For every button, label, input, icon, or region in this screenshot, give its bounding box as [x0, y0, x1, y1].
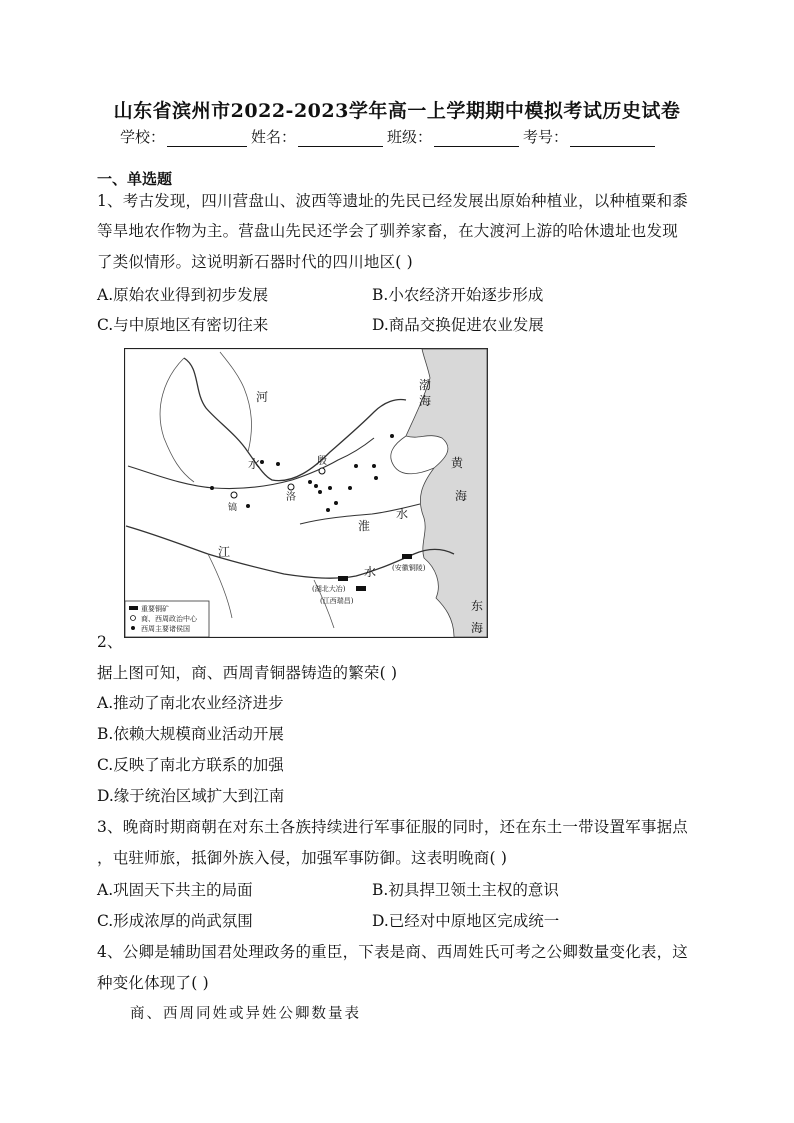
q4-line-2: 种变化体现了( ): [97, 974, 209, 992]
state-dot: [260, 460, 264, 464]
q2-option-c[interactable]: C.反映了南北方联系的加强: [97, 756, 284, 774]
class-label: 班级：: [387, 128, 433, 146]
map-label-bohai-2: 海: [419, 394, 432, 408]
map-label-yin: 殷: [317, 456, 327, 467]
map-label-donghai-1: 东: [471, 599, 484, 613]
map-label-jiangxi-ruichang: (江西瑞昌): [320, 597, 354, 605]
map-label-huai: 淮: [358, 519, 371, 533]
q2-number: 2、: [97, 633, 123, 651]
map-label-hao: 镐: [228, 503, 238, 513]
map-label-luo: 洛: [286, 492, 296, 503]
map-label-shui-1: 水: [248, 457, 261, 471]
state-dot: [390, 434, 394, 438]
state-dot: [210, 486, 214, 490]
bronze-map-figure: [124, 348, 488, 638]
q1-line-1: 1、考古发现，四川营盘山、波西等遗址的先民已经发展出原始种植业，以种植粟和黍: [97, 192, 688, 210]
class-blank[interactable]: [434, 130, 519, 147]
center-marker-luo: [288, 484, 294, 490]
map-label-hubei-daye: (湖北大冶): [312, 585, 346, 593]
mine-marker-jiangxi: [356, 586, 366, 591]
state-dot: [372, 464, 376, 468]
q3-option-a[interactable]: A.巩固天下共主的局面: [97, 881, 253, 899]
legend-state-label: 西周主要诸侯国: [141, 625, 190, 633]
state-dot: [334, 501, 338, 505]
q1-line-3: 了类似情形。这说明新石器时代的四川地区( ): [97, 253, 413, 271]
q3-option-d[interactable]: D.已经对中原地区完成统一: [372, 912, 560, 930]
map-label-bohai-1: 渤: [419, 378, 432, 392]
school-label: 学校：: [120, 128, 166, 146]
mine-marker-hubei: [338, 576, 348, 581]
q1-option-b[interactable]: B.小农经济开始逐步形成: [372, 286, 544, 304]
q2-option-d[interactable]: D.缘于统治区域扩大到江南: [97, 787, 285, 805]
q3-line-1: 3、晚商时期商朝在对东土各族持续进行军事征服的同时，还在东土一带设置军事据点: [97, 818, 688, 836]
state-dot: [328, 486, 332, 490]
map-label-donghai-2: 海: [471, 621, 484, 635]
q2-stem: 据上图可知，商、西周青铜器铸造的繁荣( ): [97, 664, 398, 682]
name-blank[interactable]: [298, 130, 383, 147]
state-dot: [276, 462, 280, 466]
state-dot: [326, 508, 330, 512]
map-label-he: 河: [256, 390, 269, 404]
center-marker-yin: [319, 468, 325, 474]
map-label-anhui-tongling: (安徽铜陵): [392, 564, 426, 572]
q4-line-1: 4、公卿是辅助国君处理政务的重臣，下表是商、西周姓氏可考之公卿数量变化表，这: [97, 943, 688, 961]
q3-option-b[interactable]: B.初具捍卫领土主权的意识: [372, 881, 559, 899]
q4-table-title: 商、西周同姓或异姓公卿数量表: [130, 1006, 361, 1022]
number-label: 考号：: [523, 128, 569, 146]
q2-option-b[interactable]: B.依赖大规模商业活动开展: [97, 725, 284, 743]
q1-option-d[interactable]: D.商品交换促进农业发展: [372, 316, 544, 334]
student-info-row: [120, 126, 659, 147]
legend-mine-label: 重要铜矿: [141, 605, 169, 613]
q1-option-a[interactable]: A.原始农业得到初步发展: [97, 286, 269, 304]
map-legend: [125, 601, 209, 637]
number-blank[interactable]: [570, 130, 655, 147]
q3-option-c[interactable]: C.形成浓厚的尚武氛围: [97, 912, 253, 930]
state-dot: [318, 490, 322, 494]
section-heading: 一、单选题: [97, 170, 173, 188]
state-dot: [374, 476, 378, 480]
state-dot: [246, 504, 250, 508]
center-marker-hao: [231, 492, 237, 498]
name-label: 姓名：: [251, 128, 297, 146]
map-label-huanghai-1: 黄: [451, 456, 464, 470]
q3-line-2: ，屯驻师旅，抵御外族入侵，加强军事防御。这表明晚商( ): [97, 849, 508, 867]
q2-option-a[interactable]: A.推动了南北农业经济进步: [97, 694, 284, 712]
q1-option-c[interactable]: C.与中原地区有密切往来: [97, 316, 269, 334]
map-label-huanghai-2: 海: [455, 489, 468, 503]
state-dot: [348, 486, 352, 490]
map-label-shui-2: 水: [396, 507, 409, 521]
map-label-jiang: 江: [218, 545, 231, 559]
legend-center-label: 商、西周政治中心: [141, 615, 197, 623]
map-label-shui-3: 水: [364, 565, 377, 579]
exam-title: 山东省滨州市2022-2023学年高一上学期期中模拟考试历史试卷: [113, 100, 681, 122]
state-dot: [314, 484, 318, 488]
school-blank[interactable]: [167, 130, 247, 147]
state-dot: [354, 464, 358, 468]
mine-marker-anhui: [402, 554, 412, 559]
state-dot: [308, 480, 312, 484]
q1-line-2: 等旱地农作物为主。营盘山先民还学会了驯养家畜，在大渡河上游的哈休遗址也发现: [97, 222, 678, 240]
